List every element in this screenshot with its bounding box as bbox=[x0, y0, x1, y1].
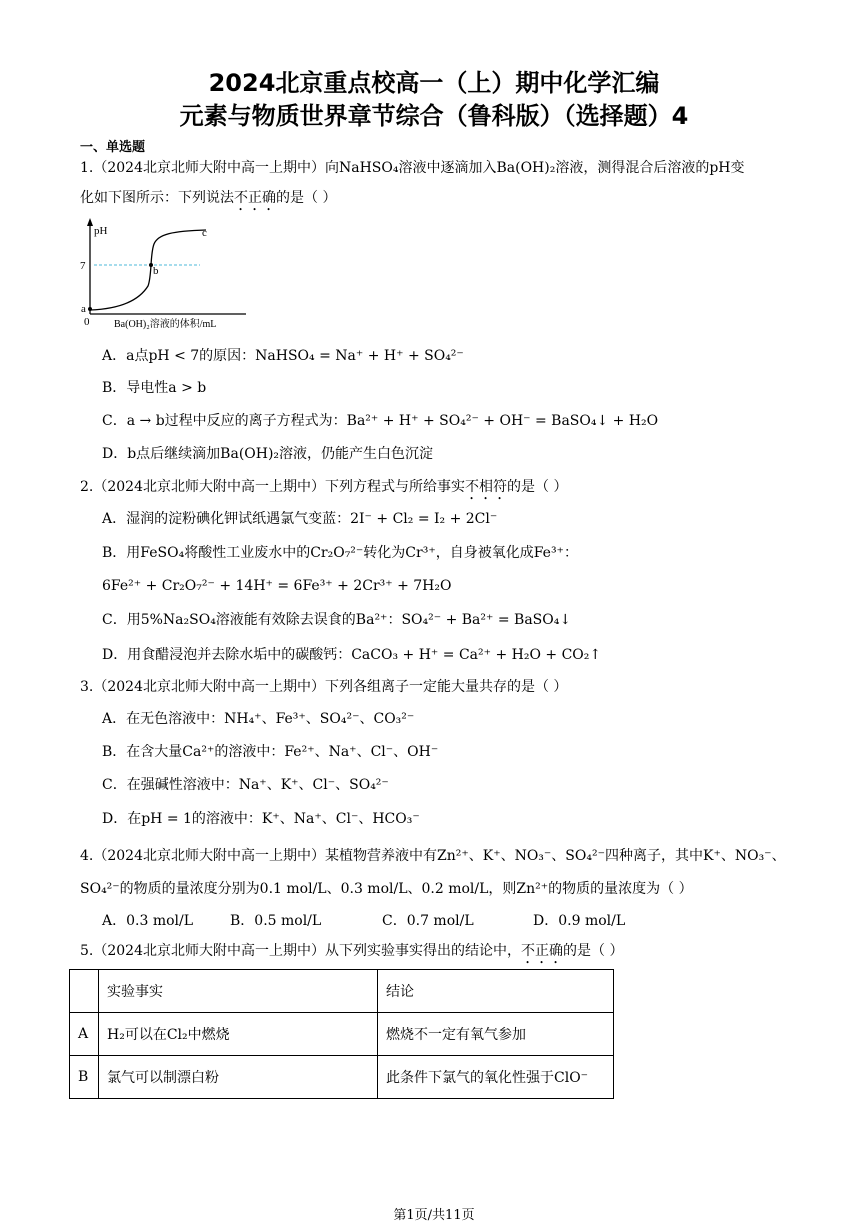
q4-option-d[interactable]: D．0.9 mol/L bbox=[533, 913, 626, 929]
table-cell: 氯气可以制漂白粉 bbox=[99, 1056, 378, 1099]
table-row bbox=[70, 1013, 614, 1056]
graph-pb: b bbox=[153, 265, 159, 277]
table-header-row bbox=[70, 970, 614, 1013]
table-cell: A bbox=[70, 1013, 99, 1056]
q2-option-b[interactable]: B．用FeSO₄将酸性工业废水中的Cr₂O₇²⁻转化为Cr³⁺，自身被氧化成Fe³⁺： bbox=[102, 545, 578, 561]
graph-ylabel: pH bbox=[94, 225, 108, 237]
graph-y7: 7 bbox=[80, 260, 86, 272]
q1-option-c[interactable]: C．a → b过程中反应的离子方程式为：Ba²⁺ + H⁺ + SO₄²⁻ + OH⁻ = BaSO₄↓ + H₂O bbox=[102, 413, 659, 429]
table-cell: 实验事实 bbox=[99, 970, 378, 1013]
q2-option-c[interactable]: C．用5%Na₂SO₄溶液能有效除去误食的Ba²⁺：SO₄²⁻ + Ba²⁺ = BaSO₄↓ bbox=[102, 612, 572, 628]
q3-option-d[interactable]: D．在pH = 1的溶液中：K⁺、Na⁺、Cl⁻、HCO₃⁻ bbox=[102, 811, 420, 827]
q2-option-d[interactable]: D．用食醋浸泡并去除水垢中的碳酸钙：CaCO₃ + H⁺ = Ca²⁺ + H₂O + CO₂↑ bbox=[102, 647, 602, 663]
q2-option-b-equation: 6Fe²⁺ + Cr₂O₇²⁻ + 14H⁺ = 6Fe³⁺ + 2Cr³⁺ + 7H₂O bbox=[102, 578, 452, 594]
table-row bbox=[70, 1056, 614, 1099]
q3-option-a[interactable]: A．在无色溶液中：NH₄⁺、Fe³⁺、SO₄²⁻、CO₃²⁻ bbox=[102, 711, 415, 727]
q1-option-d[interactable]: D．b点后继续滴加Ba(OH)₂溶液，仍能产生白色沉淀 bbox=[102, 446, 434, 462]
q5-stem: 5.（2024北京北师大附中高一上期中）从下列实验事实得出的结论中，不正确的是（ ） bbox=[80, 943, 624, 959]
q5-emphasis: 不正确 bbox=[521, 943, 563, 959]
q1-option-a[interactable]: A．a点pH < 7的原因：NaHSO₄ = Na⁺ + H⁺ + SO₄²⁻ bbox=[102, 348, 464, 364]
table-cell: H₂可以在Cl₂中燃烧 bbox=[99, 1013, 378, 1056]
q1-stem-line2: 化如下图所示：下列说法不正确的是（ ） bbox=[80, 190, 337, 206]
q4-option-a[interactable]: A．0.3 mol/L bbox=[102, 913, 194, 929]
graph-pa: a bbox=[81, 303, 86, 315]
page-subtitle: 元素与物质世界章节综合（鲁科版）（选择题）4 bbox=[179, 102, 689, 130]
q4-option-c[interactable]: C．0.7 mol/L bbox=[382, 913, 474, 929]
graph-xlabel: Ba(OH)₂溶液的体积/mL bbox=[114, 319, 217, 330]
page-footer: 第1页/共11页 bbox=[393, 1208, 475, 1223]
q4-stem-line1: 4.（2024北京北师大附中高一上期中）某植物营养液中有Zn²⁺、K⁺、NO₃⁻、SO₄²⁻四种离子，其中K⁺、NO₃⁻、 bbox=[80, 848, 786, 864]
q2-emphasis: 不相符 bbox=[465, 479, 507, 495]
point-a bbox=[88, 307, 92, 311]
q2-option-a[interactable]: A．湿润的淀粉碘化钾试纸遇氯气变蓝：2I⁻ + Cl₂ = I₂ + 2Cl⁻ bbox=[102, 511, 498, 527]
q3-option-b[interactable]: B．在含大量Ca²⁺的溶液中：Fe²⁺、Na⁺、Cl⁻、OH⁻ bbox=[102, 744, 439, 760]
q5-table bbox=[69, 969, 614, 1099]
page-title: 2024北京重点校高一（上）期中化学汇编 bbox=[208, 69, 660, 97]
table-cell: 燃烧不一定有氧气参加 bbox=[378, 1013, 614, 1056]
titration-curve bbox=[90, 230, 206, 310]
q1-option-b[interactable]: B．导电性a > b bbox=[102, 380, 207, 396]
graph-origin: 0 bbox=[84, 316, 90, 328]
table-cell: B bbox=[70, 1056, 99, 1099]
table-cell bbox=[70, 970, 99, 1013]
q1-stem-line1: 1.（2024北京北师大附中高一上期中）向NaHSO₄溶液中逐滴加入Ba(OH)₂溶液，测得混合后溶液的pH变 bbox=[80, 160, 745, 176]
section-heading: 一、单选题 bbox=[80, 140, 146, 155]
q3-stem: 3.（2024北京北师大附中高一上期中）下列各组离子一定能大量共存的是（ ） bbox=[80, 679, 568, 695]
q4-option-b[interactable]: B．0.5 mol/L bbox=[230, 913, 322, 929]
q4-stem-line2: SO₄²⁻的物质的量浓度分别为0.1 mol/L、0.3 mol/L、0.2 mol/L，则Zn²⁺的物质的量浓度为（ ） bbox=[80, 881, 693, 897]
q1-ph-graph bbox=[78, 214, 258, 334]
table-cell: 此条件下氯气的氧化性强于ClO⁻ bbox=[378, 1056, 614, 1099]
q3-option-c[interactable]: C．在强碱性溶液中：Na⁺、K⁺、Cl⁻、SO₄²⁻ bbox=[102, 777, 389, 793]
graph-pc: c bbox=[202, 227, 207, 239]
table-cell: 结论 bbox=[378, 970, 614, 1013]
q2-stem: 2.（2024北京北师大附中高一上期中）下列方程式与所给事实不相符的是（ ） bbox=[80, 479, 568, 495]
q1-emphasis: 不正确 bbox=[234, 190, 276, 206]
